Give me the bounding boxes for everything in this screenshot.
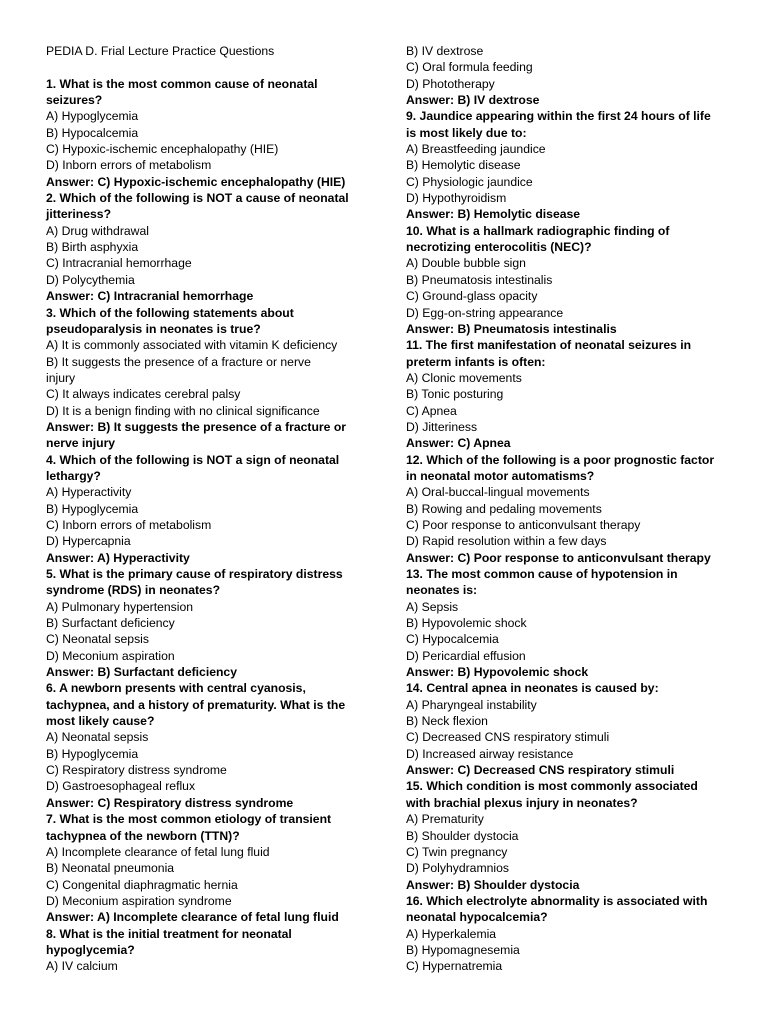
option-line: A) Breastfeeding jaundice	[406, 142, 546, 157]
question-line: most likely cause?	[46, 714, 155, 729]
option-line: C) Inborn errors of metabolism	[46, 517, 212, 532]
option-line: B) It suggests the presence of a fracture or nerve	[46, 354, 311, 369]
option-line: B) Neonatal pneumonia	[46, 861, 175, 876]
option-line: A) Hypoglycemia	[46, 109, 139, 124]
option-line: B) Pneumatosis intestinalis	[406, 272, 553, 287]
question-line: 6. A newborn presents with central cyanosis,	[46, 681, 306, 696]
question-line: 8. What is the initial treatment for neonatal	[46, 926, 292, 941]
option-line: A) Oral-buccal-lingual movements	[406, 485, 590, 500]
option-line: B) Rowing and pedaling movements	[406, 501, 602, 516]
option-line: A) It is commonly associated with vitamin K deficiency	[46, 338, 338, 353]
left-column	[46, 43, 376, 975]
option-line: B) Hypocalcemia	[46, 125, 139, 140]
option-line: C) Hypoxic-ischemic encephalopathy (HIE)	[46, 142, 279, 157]
question-line: neonates is:	[406, 583, 478, 598]
option-line: D) Inborn errors of metabolism	[46, 158, 212, 173]
question-line: 14. Central apnea in neonates is caused by:	[406, 681, 659, 696]
option-line: D) Increased airway resistance	[406, 746, 574, 761]
option-line: B) Birth asphyxia	[46, 240, 139, 255]
answer-line: Answer: B) Shoulder dystocia	[406, 877, 580, 892]
answer-line: Answer: B) IV dextrose	[406, 93, 540, 108]
question-line: seizures?	[46, 93, 103, 108]
question-line: necrotizing enterocolitis (NEC)?	[406, 240, 592, 255]
option-line: D) It is a benign finding with no clinical significance	[46, 403, 320, 418]
question-line: 10. What is a hallmark radiographic finding of	[406, 223, 670, 238]
option-line: A) Sepsis	[406, 599, 459, 614]
question-line: 16. Which electrolyte abnormality is associated with	[406, 893, 708, 908]
question-line: preterm infants is often:	[406, 354, 546, 369]
option-line: C) Intracranial hemorrhage	[46, 256, 192, 271]
question-line: 9. Jaundice appearing within the first 24 hours of life	[406, 109, 711, 124]
option-line: B) Hemolytic disease	[406, 158, 521, 173]
option-line: A) Prematurity	[406, 812, 484, 827]
question-line: 15. Which condition is most commonly associated	[406, 779, 698, 794]
option-line: A) Clonic movements	[406, 370, 522, 385]
answer-line: Answer: A) Incomplete clearance of fetal lung fluid	[46, 910, 339, 925]
answer-line: Answer: B) Pneumatosis intestinalis	[406, 321, 617, 336]
option-line: B) IV dextrose	[406, 44, 484, 58]
option-line: C) Decreased CNS respiratory stimuli	[406, 730, 610, 745]
option-line: B) Hypomagnesemia	[406, 942, 520, 957]
option-line: C) Oral formula feeding	[406, 60, 533, 75]
option-line: A) Pulmonary hypertension	[46, 599, 193, 614]
option-line: A) Hyperactivity	[46, 485, 132, 500]
option-line: B) Tonic posturing	[406, 387, 504, 402]
option-line: D) Meconium aspiration syndrome	[46, 893, 232, 908]
option-line: C) Hypernatremia	[406, 959, 503, 974]
option-line: B) Hypoglycemia	[46, 746, 139, 761]
question-line: 2. Which of the following is NOT a cause of neonatal	[46, 191, 349, 206]
option-line: D) Gastroesophageal reflux	[46, 779, 196, 794]
answer-line: Answer: B) Hypovolemic shock	[406, 665, 589, 680]
answer-line: Answer: A) Hyperactivity	[46, 550, 190, 565]
question-line: is most likely due to:	[406, 125, 527, 140]
option-line: C) Neonatal sepsis	[46, 632, 149, 647]
option-line: C) Physiologic jaundice	[406, 174, 533, 189]
option-line: D) Rapid resolution within a few days	[406, 534, 607, 549]
answer-line: nerve injury	[46, 436, 116, 451]
question-line: hypoglycemia?	[46, 942, 135, 957]
question-line: 3. Which of the following statements about	[46, 305, 294, 320]
option-line: B) Shoulder dystocia	[406, 828, 519, 843]
question-line: pseudoparalysis in neonates is true?	[46, 321, 261, 336]
question-line: 4. Which of the following is NOT a sign of neonatal	[46, 452, 340, 467]
answer-line: Answer: C) Decreased CNS respiratory stimuli	[406, 763, 675, 778]
question-line: syndrome (RDS) in neonates?	[46, 583, 221, 598]
option-line: B) Hypoglycemia	[46, 501, 139, 516]
question-line: 12. Which of the following is a poor prognostic factor	[406, 452, 715, 467]
option-line: C) Congenital diaphragmatic hernia	[46, 877, 238, 892]
option-line: B) Surfactant deficiency	[46, 616, 175, 631]
option-line: A) Hyperkalemia	[406, 926, 497, 941]
option-line: A) IV calcium	[46, 959, 118, 974]
question-line: 5. What is the primary cause of respiratory distress	[46, 567, 343, 581]
answer-line: Answer: B) Hemolytic disease	[406, 207, 581, 222]
answer-line: Answer: B) Surfactant deficiency	[46, 665, 237, 680]
option-line: D) Polycythemia	[46, 272, 135, 287]
answer-line: Answer: C) Hypoxic-ischemic encephalopathy (HIE)	[46, 174, 346, 189]
option-line: A) Double bubble sign	[406, 256, 526, 271]
option-line: C) Ground-glass opacity	[406, 289, 538, 304]
option-line: D) Hypothyroidism	[406, 191, 507, 206]
question-line: tachypnea of the newborn (TTN)?	[46, 828, 240, 843]
option-line: C) Apnea	[406, 403, 457, 418]
option-line: A) Drug withdrawal	[46, 223, 149, 238]
option-line: D) Phototherapy	[406, 76, 495, 91]
option-line: D) Egg-on-string appearance	[406, 305, 564, 320]
option-line: C) Respiratory distress syndrome	[46, 763, 227, 778]
option-line: C) It always indicates cerebral palsy	[46, 387, 241, 402]
answer-line: Answer: C) Apnea	[406, 436, 511, 451]
question-line: with brachial plexus injury in neonates?	[406, 795, 638, 810]
question-line: tachypnea, and a history of prematurity. What is the	[46, 697, 346, 712]
option-line: C) Hypocalcemia	[406, 632, 499, 647]
option-line: D) Meconium aspiration	[46, 648, 175, 663]
option-line: C) Twin pregnancy	[406, 844, 508, 859]
option-line: B) Neck flexion	[406, 714, 488, 729]
option-line: A) Pharyngeal instability	[406, 697, 537, 712]
option-line: C) Poor response to anticonvulsant therapy	[406, 517, 641, 532]
question-line: neonatal hypocalcemia?	[406, 910, 548, 925]
answer-line: Answer: C) Intracranial hemorrhage	[46, 289, 254, 304]
option-line: B) Hypovolemic shock	[406, 616, 527, 631]
option-line: D) Hypercapnia	[46, 534, 131, 549]
question-line: 11. The first manifestation of neonatal seizures in	[406, 338, 692, 353]
question-line: 13. The most common cause of hypotension in	[406, 567, 678, 581]
question-line: 7. What is the most common etiology of transient	[46, 812, 332, 827]
option-line: A) Incomplete clearance of fetal lung fluid	[46, 844, 270, 859]
option-line: D) Jitteriness	[406, 419, 478, 434]
answer-line: Answer: C) Poor response to anticonvulsant therapy	[406, 550, 711, 565]
option-line: D) Pericardial effusion	[406, 648, 526, 663]
question-line: in neonatal motor automatisms?	[406, 468, 595, 483]
question-line: jitteriness?	[46, 207, 112, 222]
question-line: 1. What is the most common cause of neonatal	[46, 76, 318, 91]
answer-line: Answer: C) Respiratory distress syndrome	[46, 795, 294, 810]
option-line: injury	[46, 370, 76, 385]
answer-line: Answer: B) It suggests the presence of a fracture or	[46, 419, 347, 434]
right-column	[406, 43, 728, 975]
document-title: PEDIA D. Frial Lecture Practice Questions	[46, 44, 275, 58]
option-line: D) Polyhydramnios	[406, 861, 509, 876]
question-line: lethargy?	[46, 468, 101, 483]
option-line: A) Neonatal sepsis	[46, 730, 149, 745]
blank-line	[46, 59, 376, 75]
